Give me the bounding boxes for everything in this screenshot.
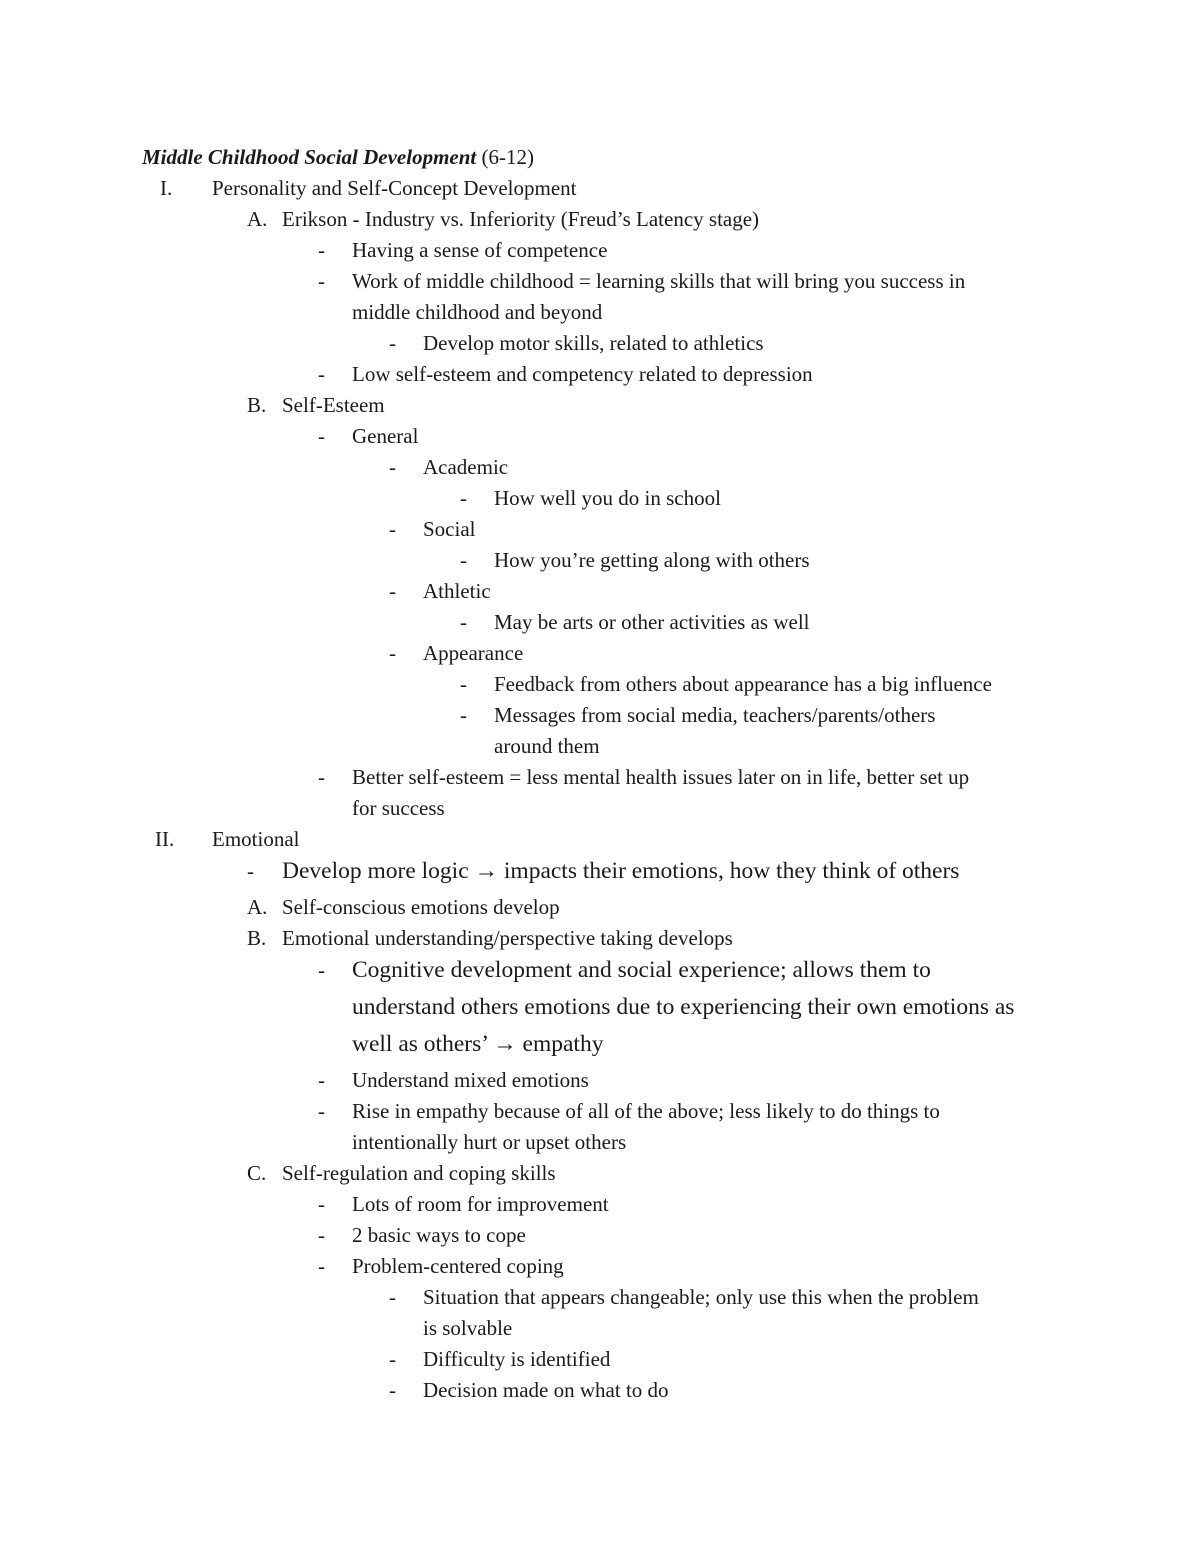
title-main: Middle Childhood Social Development (142, 145, 477, 169)
outline-text: General (352, 424, 419, 448)
outline-marker: - (318, 1099, 325, 1123)
outline-marker: II. (155, 827, 175, 851)
outline-marker: C. (247, 1161, 267, 1185)
outline-text: Academic (423, 455, 509, 479)
outline-text: Understand mixed emotions (352, 1068, 589, 1092)
outline-marker: - (318, 1192, 325, 1216)
outline-marker: - (389, 517, 396, 541)
outline-marker: - (389, 1347, 396, 1371)
outline-marker: - (460, 548, 467, 572)
outline-text: Difficulty is identified (423, 1347, 611, 1371)
outline-marker: - (318, 1223, 325, 1247)
outline-marker: - (389, 579, 396, 603)
outline-text: May be arts or other activities as well (494, 610, 810, 634)
outline-text: Self-conscious emotions develop (282, 895, 560, 919)
outline-text: How well you do in school (494, 486, 721, 510)
outline-text: around them (494, 734, 600, 758)
outline-text: Problem-centered coping (352, 1254, 564, 1278)
outline-text: Cognitive development and social experience; allows them to (352, 957, 931, 983)
outline-text: Erikson - Industry vs. Inferiority (Freud’s Latency stage) (282, 207, 760, 231)
outline-text: for success (352, 796, 445, 820)
outline-text: well as others’ → empathy (352, 1031, 604, 1057)
outline-marker: - (318, 238, 325, 262)
outline-marker: - (460, 486, 467, 510)
outline-marker: A. (247, 207, 268, 231)
outline-marker: - (318, 424, 325, 448)
outline-marker: - (389, 641, 396, 665)
outline-text: Athletic (423, 579, 491, 603)
outline-text: Feedback from others about appearance has a big influence (494, 672, 992, 696)
outline-text: Self-Esteem (282, 393, 385, 417)
outline-marker: - (389, 455, 396, 479)
outline-text: Decision made on what to do (423, 1378, 669, 1402)
outline-text: Situation that appears changeable; only use this when the problem (423, 1285, 979, 1309)
outline-marker: - (318, 269, 325, 293)
outline-marker: B. (247, 926, 267, 950)
outline-marker: - (389, 1378, 396, 1402)
outline-text: Develop motor skills, related to athletics (423, 331, 764, 355)
outline-text: Emotional understanding/perspective taking develops (282, 926, 733, 950)
outline-marker: - (318, 1068, 325, 1092)
outline-marker: - (318, 765, 325, 789)
outline-text: Emotional (212, 827, 300, 851)
outline-marker: - (318, 1254, 325, 1278)
outline-marker: - (318, 958, 325, 982)
outline-text: Social (423, 517, 476, 541)
outline-text: is solvable (423, 1316, 513, 1340)
outline-marker: A. (247, 895, 268, 919)
outline-text: Better self-esteem = less mental health issues later on in life, better set up (352, 765, 970, 789)
title-range: (6-12) (481, 145, 534, 169)
outline-text: Lots of room for improvement (352, 1192, 609, 1216)
outline-text: Low self-esteem and competency related to depression (352, 362, 813, 386)
outline-text: Personality and Self-Concept Development (212, 176, 577, 200)
outline-marker: - (460, 703, 467, 727)
outline-marker: B. (247, 393, 267, 417)
outline-marker: - (460, 610, 467, 634)
outline-text: Having a sense of competence (352, 238, 608, 262)
outline-text: Messages from social media, teachers/parents/others (494, 703, 936, 727)
outline-marker: - (389, 331, 396, 355)
outline-marker: - (460, 672, 467, 696)
outline-text: understand others emotions due to experiencing their own emotions as (352, 994, 1015, 1020)
outline-marker: - (247, 859, 254, 883)
outline-text: 2 basic ways to cope (352, 1223, 526, 1247)
page-title (142, 143, 534, 171)
outline-marker: - (318, 362, 325, 386)
outline-text: Rise in empathy because of all of the above; less likely to do things to (352, 1099, 940, 1123)
outline-marker: - (389, 1285, 396, 1309)
outline-text: Appearance (423, 641, 524, 665)
outline-text: Work of middle childhood = learning skills that will bring you success in (352, 269, 966, 293)
outline-text: Develop more logic → impacts their emotions, how they think of others (282, 858, 960, 884)
outline-marker: I. (160, 176, 173, 200)
outline-text: Self-regulation and coping skills (282, 1161, 556, 1185)
outline-text: intentionally hurt or upset others (352, 1130, 627, 1154)
outline-text: How you’re getting along with others (494, 548, 810, 572)
outline-text: middle childhood and beyond (352, 300, 603, 324)
